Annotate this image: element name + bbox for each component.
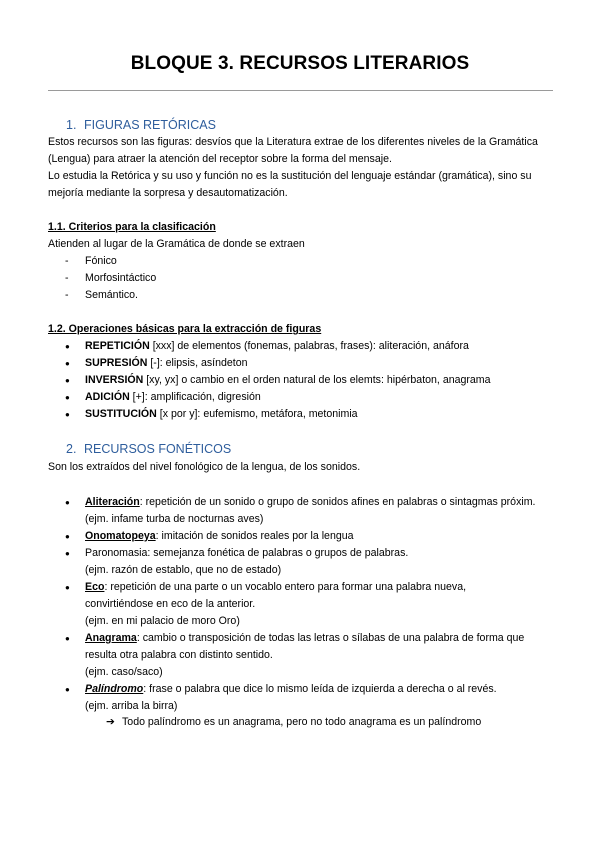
subsection-heading: 1.1. Criterios para la clasificación: [48, 221, 216, 233]
section-heading-2: [66, 442, 231, 456]
paragraph-line: (Lengua) para atraer la atención del receptor sobre la forma del mensaje.: [48, 153, 392, 165]
section-intro: Son los extraídos del nivel fonológico de la lengua, de los sonidos.: [48, 461, 361, 473]
paragraph-line: mejoría mediante la sorpresa y desautomatización.: [48, 187, 288, 199]
arrow-icon: ➔: [106, 716, 115, 728]
paragraph-line: Estos recursos son las figuras: desvíos que la Literatura extrae de los diferentes niveles de la Gramática: [48, 136, 538, 148]
title-divider: [48, 90, 553, 91]
example-line: (ejm. razón de establo, que no de estado): [85, 564, 282, 576]
section-heading-1: [66, 118, 216, 132]
subsection-intro: Atienden al lugar de la Gramática de donde se extraen: [48, 238, 305, 250]
subsection-heading: 1.2. Operaciones básicas para la extracción de figuras: [48, 323, 322, 335]
section-number: 1.: [66, 118, 77, 132]
continuation-line: resulta otra palabra con distinto sentido.: [85, 649, 273, 661]
page-title: BLOQUE 3. RECURSOS LITERARIOS: [130, 53, 470, 74]
example-line: (ejm. caso/saco): [85, 666, 163, 678]
section-title: RECURSOS FONÉTICOS: [84, 442, 232, 456]
example-line: (ejm. en mi palacio de moro Oro): [85, 615, 240, 627]
example-line: (ejm. infame turba de nocturnas aves): [85, 513, 264, 525]
section-title: FIGURAS RETÓRICAS: [84, 118, 216, 132]
note-line: ➔ Todo palíndromo es un anagrama, pero no todo anagrama es un palíndromo: [106, 716, 482, 728]
section-number: 2.: [66, 442, 77, 456]
continuation-line: convirtiéndose en eco de la anterior.: [85, 598, 256, 610]
document-page: BLOQUE 3. RECURSOS LITERARIOS 1. FIGURAS RETÓRICAS Estos recursos son las figuras: desvíos que la Literatura extrae de los diferentes niveles de la Gramática (Lengua) para atraer la atención del receptor sobre la forma del mensaje. Lo estudia la Retórica y su uso y función no es la sustitución del lenguaje estándar (gramática), sino su mejoría mediante la sorpresa y desautomatización. 1.1. Criterios para la clasificación Atienden al lugar de la Gramática de donde se extraen - Fónico - Morfosintáctico - Semántico. 1.2. Operaciones básicas para la extracción de figuras ● REPETICIÓN [xxx] de elementos (fonemas, palabras, frases): aliteración, anáfora ● SUPRESIÓN [-]: elipsis, asíndeton ● INVERSIÓN [xy, yx] o cambio en el orden natural de los elemts: hipérbaton, anagrama ● ADICIÓN [+]: amplificación, digresión ● SUSTITUCIÓN [x por y]: eufemismo, metáfora, metonimia 2. RECURSOS FONÉTICOS Son los extraídos del nivel fonológico de la lengua, de los sonidos. ● Aliteración: repetición de un sonido o grupo de sonidos afines en palabras o sintagmas próxim. (ejm. infame turba de nocturnas aves) ● Onomatopeya: imitación de sonidos reales por la lengua ● Paronomasia: semejanza fonética de palabras o grupos de palabras. (ejm. razón de establo, que no de estado) ● Eco: repetición de una parte o un vocablo entero para formar una palabra nueva, convirtiéndose en eco de la anterior. (ejm. en mi palacio de moro Oro) ● Anagrama: cambio o transposición de todas las letras o sílabas de una palabra de forma que resulta otra palabra con distinto sentido. (ejm. caso/saco) ● Palíndromo: frase o palabra que dice lo mismo leída de izquierda a derecha o al revés. (ejm. arriba la birra) ➔ Todo palíndromo es un anagrama, pero no todo anagrama es un palíndromo: [0, 0, 600, 848]
example-line: (ejm. arriba la birra): [85, 700, 178, 712]
paragraph-line: Lo estudia la Retórica y su uso y función no es la sustitución del lenguaje estándar (gramática), sino su: [48, 170, 532, 182]
